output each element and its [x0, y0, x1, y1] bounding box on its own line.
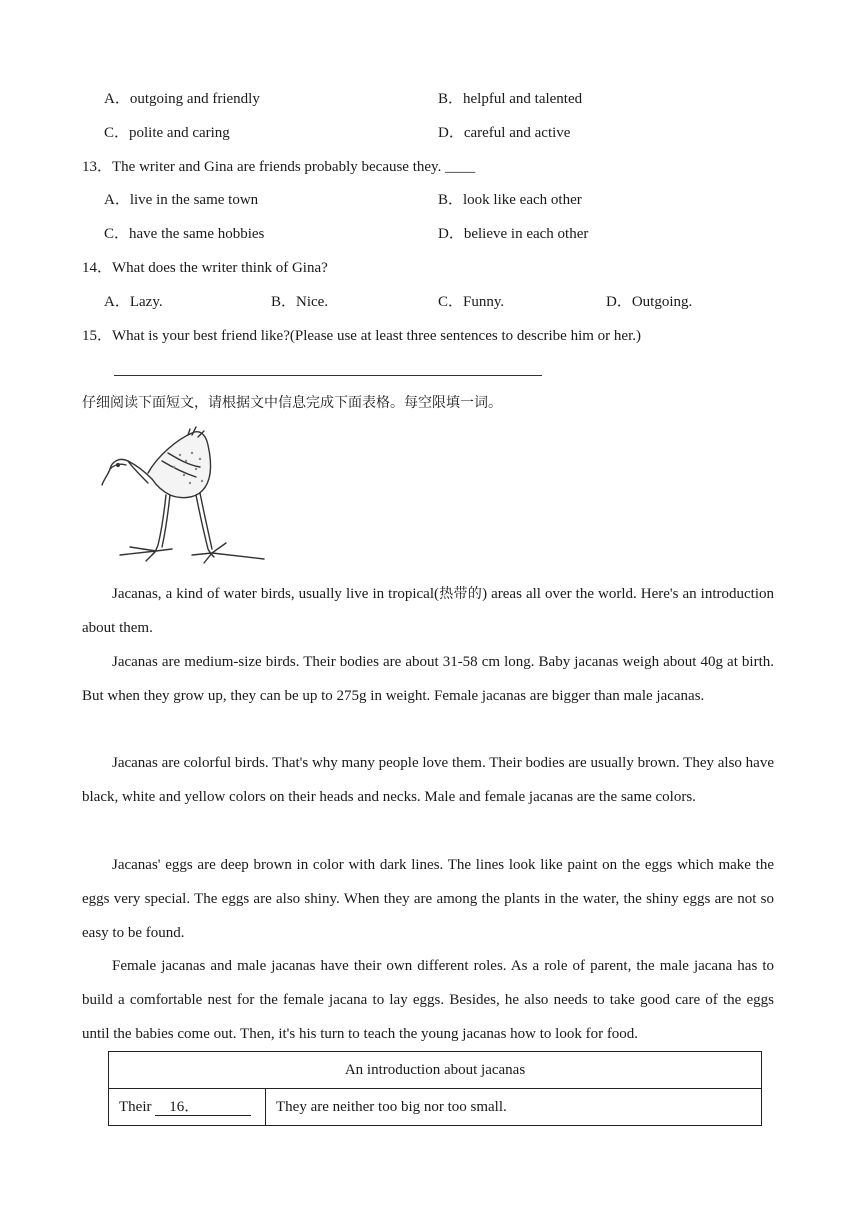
option-text: live in the same town: [129, 192, 259, 208]
q14-option-a: [104, 292, 163, 312]
option-text: believe in each other: [463, 226, 589, 242]
jacana-intro-table: [108, 1051, 762, 1126]
paragraph-text: Jacanas, a kind of water birds, usually live in tropical(: [112, 586, 439, 602]
option-letter: A．: [104, 91, 130, 107]
option-letter: C．: [438, 294, 464, 310]
q14-option-b: [271, 292, 328, 312]
question-14-stem: [82, 258, 328, 278]
question-number: 15．: [82, 328, 113, 344]
passage-paragraph-5: [82, 950, 774, 1051]
table-header-row: [109, 1052, 762, 1089]
option-letter: B．: [271, 294, 297, 310]
option-letter: B．: [438, 192, 464, 208]
option-letter: A．: [104, 192, 130, 208]
option-text: Outgoing.: [631, 294, 693, 310]
option-letter: D．: [438, 226, 464, 242]
q13-option-c: [104, 224, 264, 244]
q12-option-a: [104, 89, 260, 109]
passage-paragraph-1: [82, 578, 774, 646]
jacana-bird-illustration: [100, 425, 270, 571]
question-15-stem: [82, 326, 641, 346]
option-text: have the same hobbies: [129, 226, 265, 242]
passage-paragraph-2: [82, 646, 774, 714]
q13-option-a: [104, 190, 258, 210]
option-text: Lazy.: [129, 294, 163, 310]
option-text: outgoing and friendly: [129, 91, 260, 107]
paragraph-text: Female jacanas and male jacanas have their own different roles. As a role of parent, the male jacana has to build a comfortable nest for the female jacana to lay eggs. Besides, he also needs to take good care of the eggs until the babies come out. Then, it's his turn to teach the young jacanas how to look for food.: [82, 958, 774, 1042]
question-text: What does the writer think of Gina?: [112, 260, 328, 276]
option-letter: C．: [104, 226, 130, 242]
option-text: careful and active: [463, 125, 571, 141]
option-text: helpful and talented: [463, 91, 583, 107]
passage-paragraph-4: [82, 849, 774, 950]
table-row: [109, 1089, 762, 1126]
q12-option-b: [438, 89, 582, 109]
question-text: What is your best friend like?(Please use at least three sentences to describe him or her.): [112, 328, 641, 344]
question-text: The writer and Gina are friends probably because they. ____: [112, 159, 476, 175]
row-prefix: Their: [119, 1098, 152, 1115]
q14-option-c: [438, 292, 504, 312]
option-text: look like each other: [463, 192, 582, 208]
question-number: 13．: [82, 159, 113, 175]
q14-option-d: [606, 292, 692, 312]
option-text: Nice.: [296, 294, 329, 310]
table-cell-text: They are neither too big nor too small.: [266, 1089, 762, 1126]
passage-paragraph-3: [82, 747, 774, 815]
paragraph-text: Jacanas are colorful birds. That's why many people love them. Their bodies are usually brown. They also have black, white and yellow colors on their heads and necks. Male and female jacanas are the same colors.: [82, 755, 774, 805]
option-letter: D．: [606, 294, 632, 310]
q12-option-c: [104, 123, 230, 143]
paragraph-text: Jacanas' eggs are deep brown in color with dark lines. The lines look like paint on the eggs which make the eggs very special. The eggs are also shiny. When they are among the plants in the water, the shiny eggs are not so easy to be found.: [82, 857, 774, 941]
option-letter: C．: [104, 125, 130, 141]
question-number: 14．: [82, 260, 113, 276]
question-13-stem: [82, 157, 475, 177]
q12-option-d: [438, 123, 570, 143]
q13-option-d: [438, 224, 588, 244]
option-text: polite and caring: [129, 125, 230, 141]
option-letter: A．: [104, 294, 130, 310]
table-header: An introduction about jacanas: [109, 1052, 762, 1089]
cjk-gloss: 热带的: [438, 586, 483, 602]
option-letter: D．: [438, 125, 464, 141]
option-text: Funny.: [463, 294, 505, 310]
table-cell-label: [109, 1089, 266, 1126]
blank-16[interactable]: 16．: [155, 1099, 251, 1116]
option-letter: B．: [438, 91, 464, 107]
reading-instruction: 仔细阅读下面短文，请根据文中信息完成下面表格。每空限填一词。: [82, 395, 502, 411]
q13-option-b: [438, 190, 582, 210]
paragraph-text: ) areas all over the world. Here's an introduction about them.: [82, 586, 774, 636]
answer-line[interactable]: [114, 375, 542, 376]
paragraph-text: Jacanas are medium-size birds. Their bodies are about 31-58 cm long. Baby jacanas weigh about 40g at birth. But when they grow up, they can be up to 275g in weight. Female jacanas are bigger than male jacanas.: [82, 654, 774, 704]
